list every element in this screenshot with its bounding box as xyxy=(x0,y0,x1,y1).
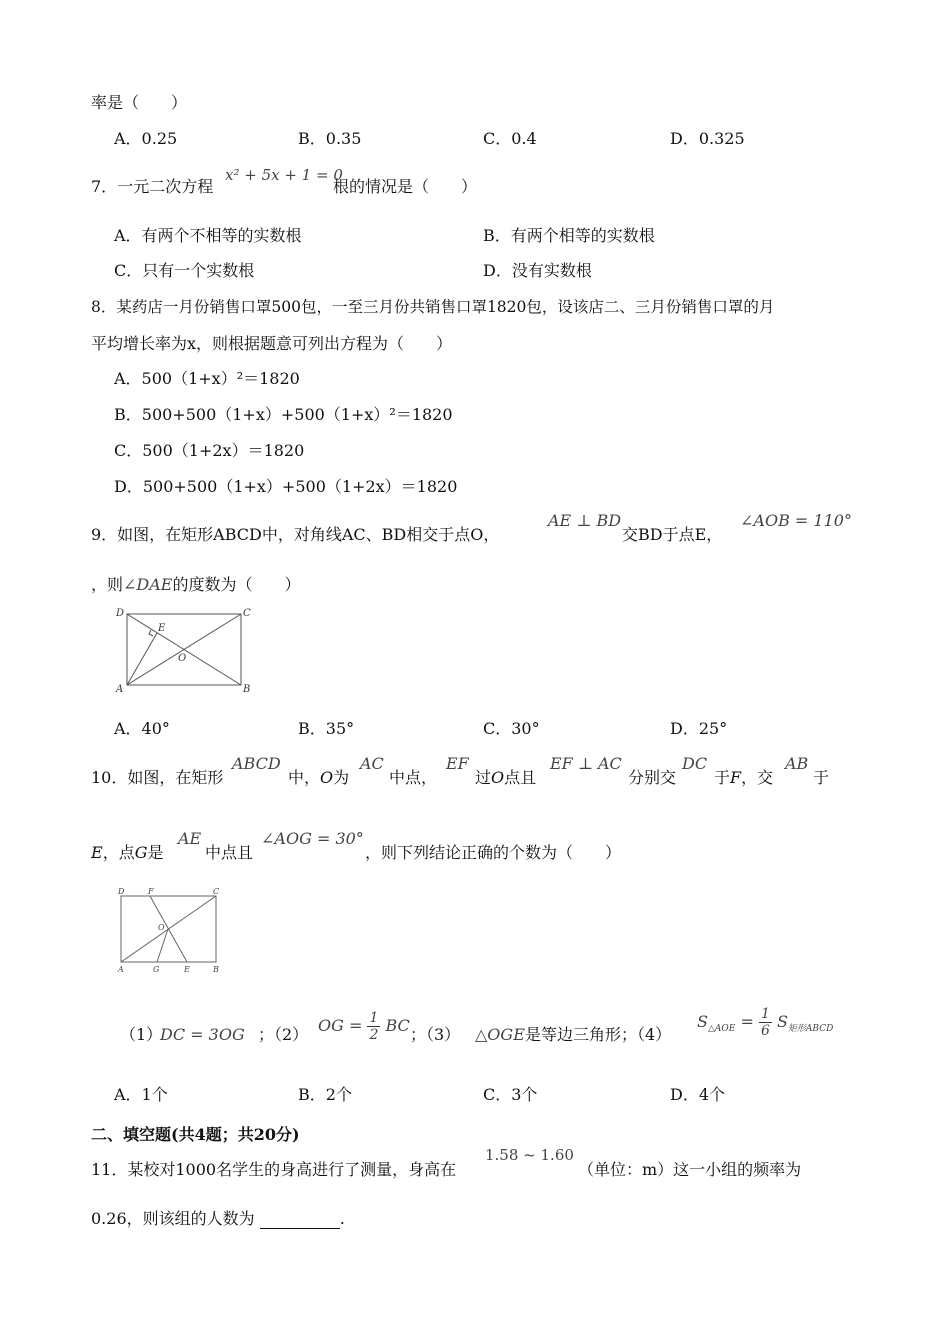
q10-s4-lhs: S xyxy=(697,1012,708,1031)
q10-segment-fe xyxy=(150,896,187,962)
q10-label-b: B xyxy=(213,965,219,974)
q9-option-d[interactable]: D．25° xyxy=(670,719,728,738)
q10-t1: 10．如图，在矩形 xyxy=(91,768,224,787)
q10-s2-den: 2 xyxy=(369,1027,379,1043)
q10-label-o: O xyxy=(158,923,165,932)
q10-s4-eq: = xyxy=(740,1012,754,1031)
q9-label-o: O xyxy=(178,653,187,664)
q10-option-a[interactable]: A．1个 xyxy=(114,1085,168,1104)
q11-pre: 11．某校对1000名学生的身高进行了测量，身高在 xyxy=(91,1160,457,1179)
q10-s3-math: △OGE xyxy=(475,1025,525,1044)
q10-l2-t3: 中点且 xyxy=(205,843,254,862)
q7-option-b[interactable]: B．有两个相等的实数根 xyxy=(483,226,655,245)
q11-line2-text: 0.26，则该组的人数为 xyxy=(91,1209,255,1228)
q10-e1: E xyxy=(91,843,103,862)
q9-stem-mid: 交BD于点E， xyxy=(622,525,723,544)
q10-m-ab: AB xyxy=(785,754,809,773)
q9-line2-pre: ，则 xyxy=(91,575,124,594)
q9-right-angle-mark xyxy=(149,630,153,636)
q10-line1-seg5 xyxy=(475,768,536,788)
q10-label-d: D xyxy=(118,887,125,896)
q8-option-a[interactable]: A．500（1+x）²＝1820 xyxy=(114,369,300,388)
q9-math-angle-dae: ∠DAE xyxy=(123,575,173,594)
q10-m-ef-perp-ac: EF ⊥ AC xyxy=(550,754,622,773)
q10-m-angle-aog: ∠AOG = 30° xyxy=(261,829,364,848)
q10-s2-num: 1 xyxy=(369,1010,379,1026)
q8-option-d[interactable]: D．500+500（1+x）+500（1+2x）＝1820 xyxy=(114,477,458,496)
q10-label-a: A xyxy=(118,965,124,974)
q9-figure xyxy=(110,604,260,696)
q7-option-c[interactable]: C．只有一个实数根 xyxy=(114,261,255,280)
q10-s4-rhs: S xyxy=(776,1012,788,1031)
q10-m-ae: AE xyxy=(178,829,202,848)
q10-t6: 点且 xyxy=(504,768,537,787)
q10-option-b[interactable]: B．2个 xyxy=(298,1085,352,1104)
q10-l2-t1: ，点 xyxy=(102,843,135,862)
q10-g1: G xyxy=(134,843,148,862)
q8-option-b[interactable]: B．500+500（1+x）+500（1+x）²＝1820 xyxy=(114,405,453,424)
q10-s4-formula xyxy=(697,1006,833,1039)
q9-option-b[interactable]: B．35° xyxy=(298,719,355,738)
q10-s4-sub1: △AOE xyxy=(707,1024,736,1035)
q10-l2-t4: ，则下列结论正确的个数为（ ） xyxy=(365,843,622,862)
q8-stem-line2: 平均增长率为x，则根据题意可列出方程为（ ） xyxy=(91,334,453,353)
q10-t3: 为 xyxy=(333,768,350,787)
q7-equation: x² + 5x + 1 = 0 xyxy=(225,166,343,184)
q10-s2-formula xyxy=(318,1010,410,1043)
q10-sep1: ；（2） xyxy=(258,1025,309,1044)
q9-option-c[interactable]: C．30° xyxy=(483,719,540,738)
q10-t2: 中， xyxy=(288,768,321,787)
q9-label-b: B xyxy=(243,684,251,695)
q11-answer-blank[interactable] xyxy=(260,1212,340,1229)
q10-s2-lhs: OG = xyxy=(318,1016,363,1035)
q9-label-a: A xyxy=(116,684,124,695)
q9-label-c: C xyxy=(243,608,251,619)
q10-option-d[interactable]: D．4个 xyxy=(670,1085,726,1104)
q10-s4-fraction xyxy=(759,1006,772,1039)
q9-stem-line2 xyxy=(91,575,301,595)
q10-segment-og xyxy=(157,929,168,962)
q6-stem-tail: 率是（ ） xyxy=(91,93,188,112)
q9-segment-ae xyxy=(127,633,157,685)
q10-t9: ，交 xyxy=(741,768,774,787)
q10-option-c[interactable]: C．3个 xyxy=(483,1085,538,1104)
q9-label-e: E xyxy=(158,623,166,634)
q7-pre: 一元二次方程 xyxy=(117,177,214,196)
q11-range: 1.58 ~ 1.60 xyxy=(485,1146,574,1164)
q9-stem-pre: 9．如图，在矩形ABCD中，对角线AC、BD相交于点O， xyxy=(91,525,500,544)
q11-line2 xyxy=(91,1209,345,1229)
q6-option-d[interactable]: D．0.325 xyxy=(670,129,745,148)
q10-label-e: E xyxy=(184,965,190,974)
q6-option-b[interactable]: B．0.35 xyxy=(298,129,362,148)
q7-stem xyxy=(91,177,213,197)
q7-option-a[interactable]: A．有两个不相等的实数根 xyxy=(114,226,302,245)
q10-m-dc: DC xyxy=(682,754,708,773)
q8-option-c[interactable]: C．500（1+2x）＝1820 xyxy=(114,441,305,460)
q10-t8: 于 xyxy=(714,768,731,787)
q10-m-ef: EF xyxy=(446,754,469,773)
q10-line1-seg2 xyxy=(288,768,349,788)
q10-figure xyxy=(112,884,227,976)
section2-heading: 二、填空题(共4题；共20分) xyxy=(91,1125,300,1144)
q10-s1-label: （1） xyxy=(120,1025,163,1044)
q9-math-ae-perp-bd: AE ⊥ BD xyxy=(548,511,622,530)
q10-t4: 中点， xyxy=(389,768,438,787)
q6-option-a[interactable]: A．0.25 xyxy=(114,129,178,148)
q9-line2-post: 的度数为（ ） xyxy=(172,575,301,594)
q10-line2-seg1 xyxy=(91,843,164,863)
q10-f1: F xyxy=(730,768,742,787)
q10-t5: 过 xyxy=(475,768,492,787)
q10-s4-den: 6 xyxy=(760,1023,770,1039)
q9-label-d: D xyxy=(116,608,125,619)
q10-l2-t2: 是 xyxy=(147,843,164,862)
q10-s4-num: 1 xyxy=(760,1006,770,1022)
q10-label-c: C xyxy=(213,887,220,896)
q7-number: 7． xyxy=(91,177,118,196)
q7-post: 根的情况是（ ） xyxy=(333,177,478,196)
q10-s4-sub2: 矩形ABCD xyxy=(787,1024,834,1035)
q10-m-ac: AC xyxy=(360,754,384,773)
q10-sep2: ；（3） xyxy=(410,1025,461,1044)
q9-option-a[interactable]: A．40° xyxy=(114,719,170,738)
q10-label-f: F xyxy=(148,887,154,896)
q10-o2: O xyxy=(491,768,505,787)
q10-label-g: G xyxy=(153,965,160,974)
q10-s2-fraction xyxy=(367,1010,380,1043)
q10-t10: 于 xyxy=(813,768,830,787)
q10-s3-text: 是等边三角形；（4） xyxy=(525,1025,672,1044)
q7-option-d[interactable]: D．没有实数根 xyxy=(483,261,592,280)
q10-s2-rhs: BC xyxy=(385,1016,410,1035)
q10-s1-math: DC = 3OG xyxy=(160,1025,245,1044)
q11-post: （单位：m）这一小组的频率为 xyxy=(578,1160,802,1179)
q9-math-angle-aob: ∠AOB = 110° xyxy=(740,511,852,530)
q8-stem-line1: 8．某药店一月份销售口罩500包，一至三月份共销售口罩1820包，设该店二、三月份销售口罩的月 xyxy=(91,298,775,316)
q10-o1: O xyxy=(320,768,334,787)
q10-m-abcd: ABCD xyxy=(232,754,281,773)
q10-t7: 分别交 xyxy=(628,768,677,787)
q6-option-c[interactable]: C．0.4 xyxy=(483,129,537,148)
q10-line1-seg8 xyxy=(714,768,773,788)
q11-end: . xyxy=(339,1209,345,1228)
